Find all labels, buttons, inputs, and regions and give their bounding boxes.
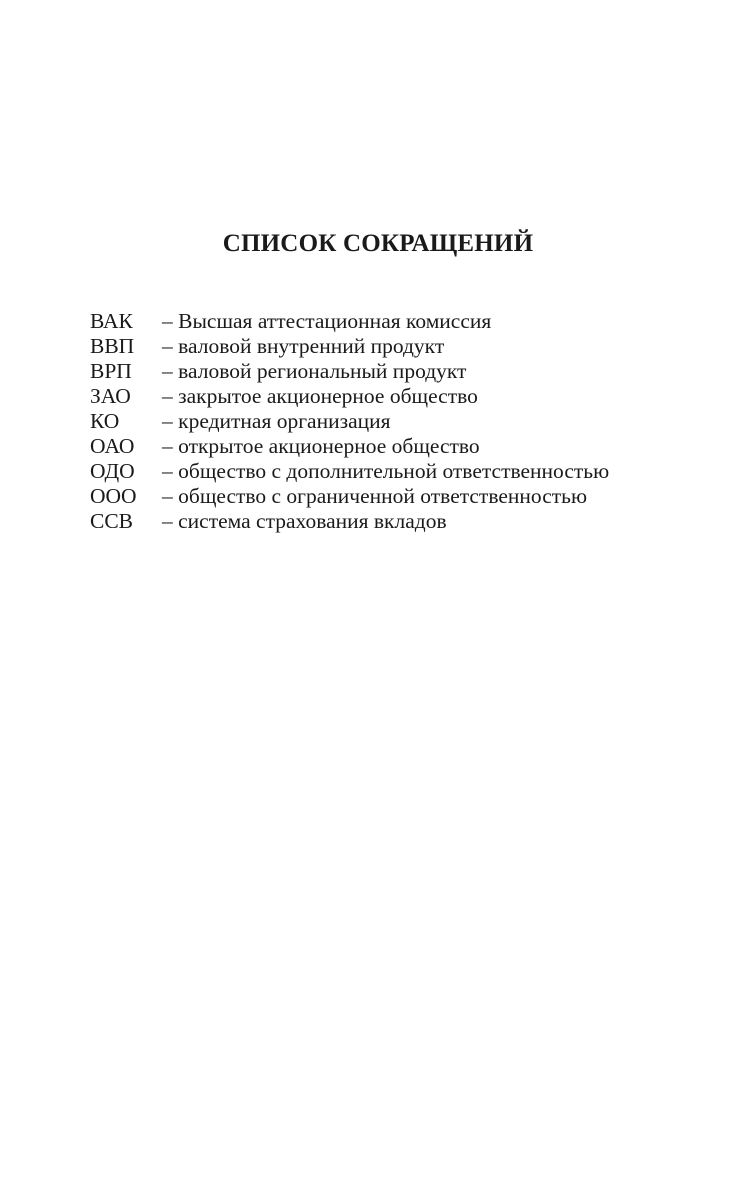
abbreviation-code: ССВ	[90, 509, 134, 533]
abbreviation-description: – система страхования вкладов	[162, 509, 447, 533]
abbreviation-description: – общество с ограниченной ответственностью	[162, 484, 588, 508]
abbreviation-row	[90, 509, 730, 534]
abbreviation-row	[90, 359, 730, 384]
abbreviation-description: – Высшая аттестационная комиссия	[162, 309, 492, 333]
page-title: СПИСОК СОКРАЩЕНИЙ	[222, 230, 534, 257]
abbreviation-list	[90, 309, 730, 534]
abbreviation-code: КО	[90, 409, 120, 433]
abbreviation-description: – закрытое акционерное общество	[162, 384, 478, 408]
abbreviation-row	[90, 309, 730, 334]
abbreviation-description: – общество с дополнительной ответственностью	[162, 459, 610, 483]
abbreviation-description: – открытое акционерное общество	[162, 434, 480, 458]
abbreviation-description: – валовой внутренний продукт	[162, 334, 445, 358]
abbreviation-row	[90, 334, 730, 359]
abbreviation-code: ОДО	[90, 459, 135, 483]
abbreviation-code: ЗАО	[90, 384, 131, 408]
abbreviation-code: ВВП	[90, 334, 135, 358]
abbreviation-description: – валовой региональный продукт	[162, 359, 467, 383]
abbreviation-row	[90, 459, 730, 484]
abbreviation-code: ВАК	[90, 309, 133, 333]
abbreviation-description: – кредитная организация	[162, 409, 391, 433]
abbreviation-row	[90, 409, 730, 434]
abbreviation-code: ОАО	[90, 434, 135, 458]
abbreviation-code: ВРП	[90, 359, 132, 383]
abbreviation-row	[90, 384, 730, 409]
abbreviation-row	[90, 484, 730, 509]
abbreviation-code: ООО	[90, 484, 137, 508]
abbreviation-row	[90, 434, 730, 459]
